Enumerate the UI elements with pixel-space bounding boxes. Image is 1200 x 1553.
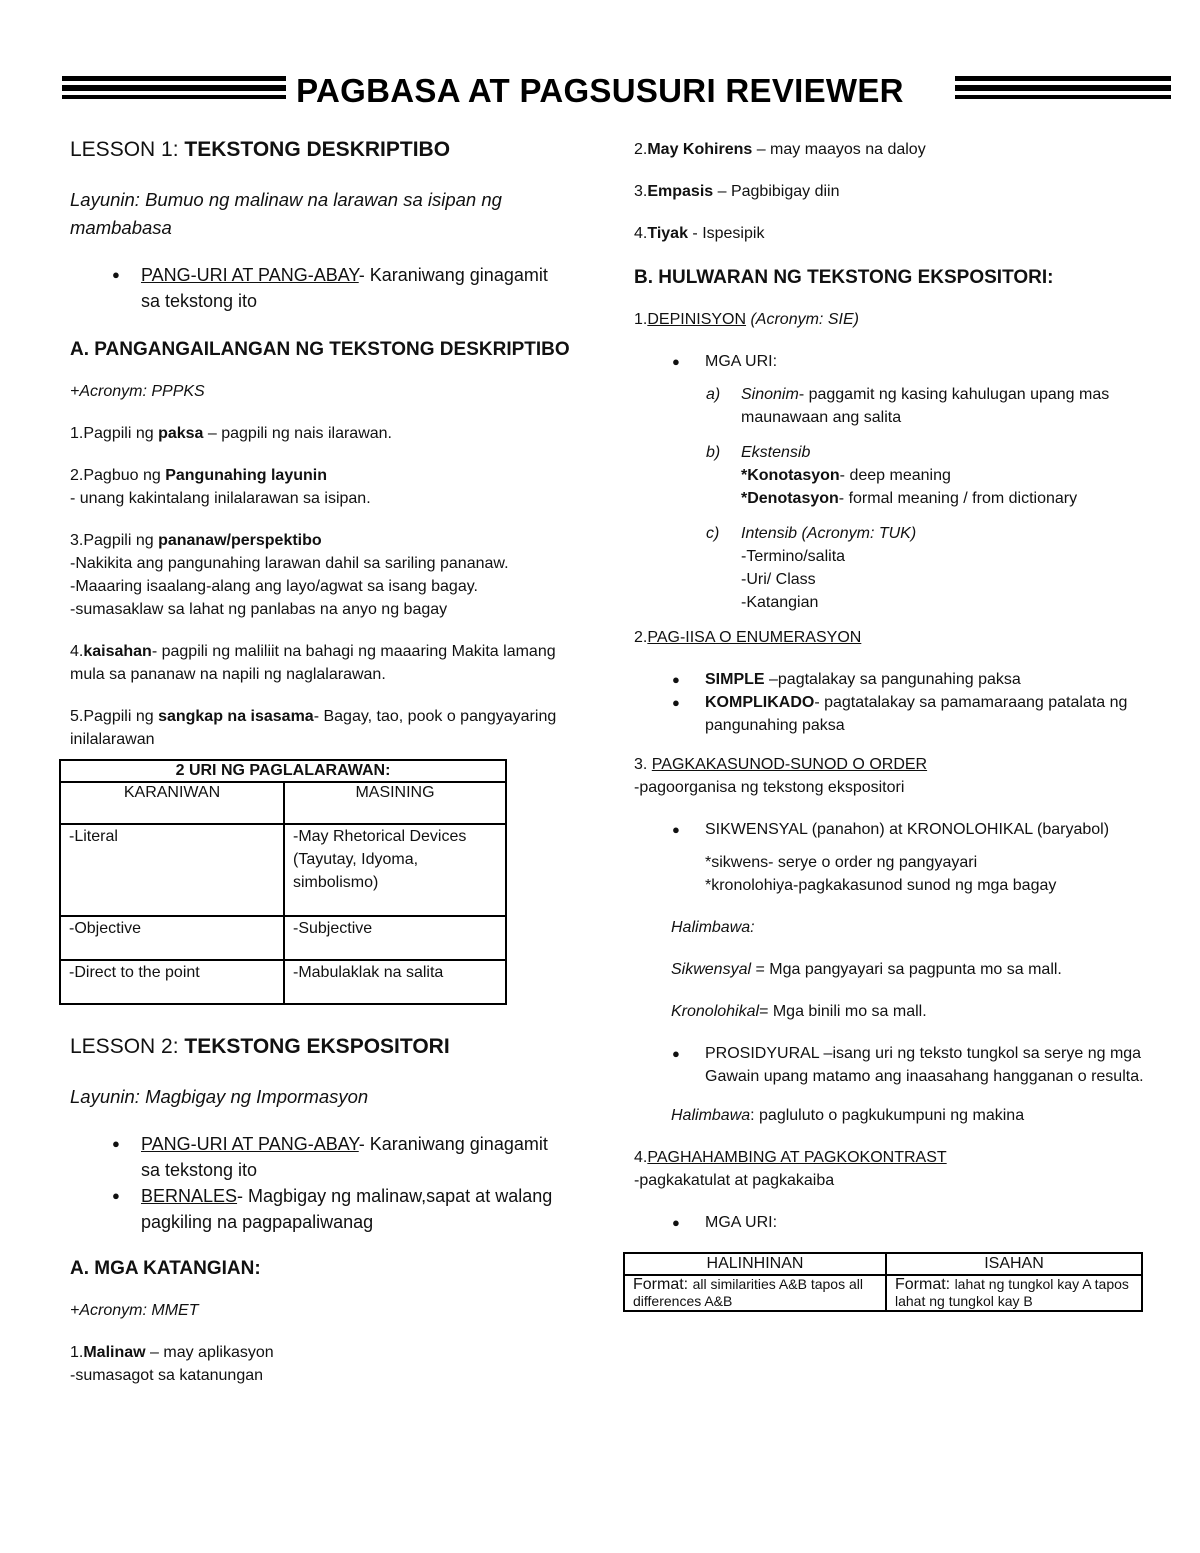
uri-intensib: c) Intensib (Acronym: TUK) -Termino/salita -Uri/ Class -Katangian — [706, 525, 917, 611]
table-cell: -Mabulaklak na salita — [284, 960, 506, 1004]
enumerasyon-bullets — [634, 668, 1154, 737]
table-header: KARANIWAN — [60, 782, 284, 824]
list-item: ● KOMPLIKADO- pagtatalakay sa pamamaraang patalata ng pangunahing paksa — [634, 691, 1154, 737]
uri-sinonim: a) Sinonim- paggamit ng kasing kahulugan upang mas maunawaan ang salita — [706, 386, 1110, 426]
list-item: ● SIMPLE –pagtalakay sa pangunahing paksa — [634, 668, 1154, 691]
table-caption: 2 URI NG PAGLALARAWAN: — [60, 760, 506, 782]
lesson1-acronym: +Acronym: PPPKS — [70, 383, 205, 400]
paghahambing-bullets — [634, 1211, 1154, 1234]
lesson1-bullets — [70, 262, 570, 314]
table-cell: -Objective — [60, 916, 284, 960]
paghahambing-heading: 4.PAGHAHAMBING AT PAGKOKONTRAST -pagkakatulat at pagkakaiba — [634, 1149, 947, 1189]
lesson2-bullets — [70, 1131, 570, 1235]
list-item: ● PANG-URI AT PANG-ABAY- Karaniwang ginagamit sa tekstong ito — [70, 262, 570, 314]
table-cell: Format: all similarities A&B tapos all differences A&B — [624, 1275, 886, 1311]
lesson2-heading: LESSON 2: TEKSTONG EKSPOSITORI — [70, 1035, 450, 1058]
lesson1-heading: LESSON 1: TEKSTONG DESKRIPTIBO — [70, 138, 451, 161]
table-row — [60, 960, 506, 1004]
order-bullets — [634, 818, 1154, 841]
table-cell: -Subjective — [284, 916, 506, 960]
table-header: MASINING — [284, 782, 506, 824]
lesson2-layunin: Layunin: Magbigay ng Impormasyon — [70, 1086, 369, 1107]
lesson1-section-a: A. PANGANGAILANGAN NG TEKSTONG DESKRIPTIBO — [70, 339, 570, 360]
table-header: HALINHINAN — [624, 1253, 886, 1275]
table-header: ISAHAN — [886, 1253, 1142, 1275]
table-cell: -May Rhetorical Devices (Tayutay, Idyoma, simbolismo) — [284, 824, 506, 916]
paglalarawan-table — [59, 759, 507, 1005]
paghahambing-table — [623, 1252, 1143, 1312]
table-row — [60, 824, 506, 916]
table-cell: Format: lahat ng tungkol kay A tapos lahat ng tungkol kay B — [886, 1275, 1142, 1311]
lesson1-item-5: 5.Pagpili ng sangkap na isasama- Bagay, tao, pook o pangyayaring inilalarawan — [70, 708, 557, 748]
prosidyural-bullets — [634, 1042, 1154, 1088]
katangian-3: 3.Empasis – Pagbibigay diin — [634, 183, 840, 200]
lesson1-layunin: Layunin: Bumuo ng malinaw na larawan sa isipan ng mambabasa — [70, 189, 502, 238]
katangian-2: 2.May Kohirens – may maayos na daloy — [634, 141, 926, 158]
right-column — [634, 138, 1154, 1312]
table-row — [624, 1275, 1142, 1311]
halimbawa-block: Halimbawa: Sikwensyal = Mga pangyayari sa pagpunta mo sa mall. Kronolohikal= Mga binili mo sa mall. — [671, 919, 1062, 1020]
lesson1-item-4: 4.kaisahan- pagpili ng maliliit na bahagi ng maaaring Makita lamang mula sa pananaw na napili ng naglalarawan. — [70, 643, 556, 683]
lesson2-section-b: B. HULWARAN NG TEKSTONG EKSPOSITORI: — [634, 267, 1054, 288]
lesson2-acronym: +Acronym: MMET — [70, 1302, 199, 1319]
list-item: ● PANG-URI AT PANG-ABAY- Karaniwang ginagamit sa tekstong ito — [70, 1131, 570, 1183]
page-title: PAGBASA AT PAGSUSURI REVIEWER — [296, 72, 904, 109]
list-item: ● SIKWENSYAL (panahon) at KRONOLOHIKAL (baryabol) — [634, 818, 1154, 841]
depinisyon-bullets — [634, 350, 1154, 373]
list-item: ● PROSIDYURAL –isang uri ng teksto tungkol sa serye ng mga Gawain upang matamo ang inaasahang hangganan o resulta. — [634, 1042, 1154, 1088]
katangian-1: 1.Malinaw – may aplikasyon -sumasagot sa katanungan — [70, 1344, 274, 1384]
list-item: ● MGA URI: — [634, 1211, 1154, 1234]
table-cell: -Literal — [60, 824, 284, 916]
enumerasyon-heading: 2.PAG-IISA O ENUMERASYON — [634, 629, 862, 646]
order-heading: 3. PAGKAKASUNOD-SUNOD O ORDER -pagoorganisa ng tekstong ekspositori — [634, 756, 928, 796]
table-row — [60, 916, 506, 960]
lesson1-item-2: 2.Pagbuo ng Pangunahing layunin - unang kakintalang inilalarawan sa isipan. — [70, 467, 371, 507]
list-item: ● MGA URI: — [634, 350, 1154, 373]
lesson1-item-1: 1.Pagpili ng paksa – pagpili ng nais ilarawan. — [70, 425, 392, 442]
sik-notes: *sikwens- serye o order ng pangyayari *kronolohiya-pagkakasunod sunod ng mga bagay — [705, 854, 1057, 894]
left-column — [70, 138, 570, 1387]
katangian-4: 4.Tiyak - Ispesipik — [634, 225, 765, 242]
depinisyon-heading: 1.DEPINISYON (Acronym: SIE) — [634, 311, 859, 328]
table-cell: -Direct to the point — [60, 960, 284, 1004]
prosidyural-example: Halimbawa: pagluluto o pagkukumpuni ng makina — [671, 1107, 1025, 1124]
uri-ekstensib: b) Ekstensib *Konotasyon- deep meaning *Denotasyon- formal meaning / from dictionary — [706, 444, 1078, 507]
lesson2-section-a: A. MGA KATANGIAN: — [70, 1258, 261, 1279]
list-item: ● BERNALES- Magbigay ng malinaw,sapat at walang pagkiling na pagpapaliwanag — [70, 1183, 570, 1235]
lesson1-item-3: 3.Pagpili ng pananaw/perspektibo -Nakikita ang pangunahing larawan dahil sa sariling pananaw. -Maaaring isaalang-alang ang layo/agwat sa isang bagay. -sumasaklaw sa lahat ng panlabas na anyo ng bagay — [70, 532, 509, 618]
